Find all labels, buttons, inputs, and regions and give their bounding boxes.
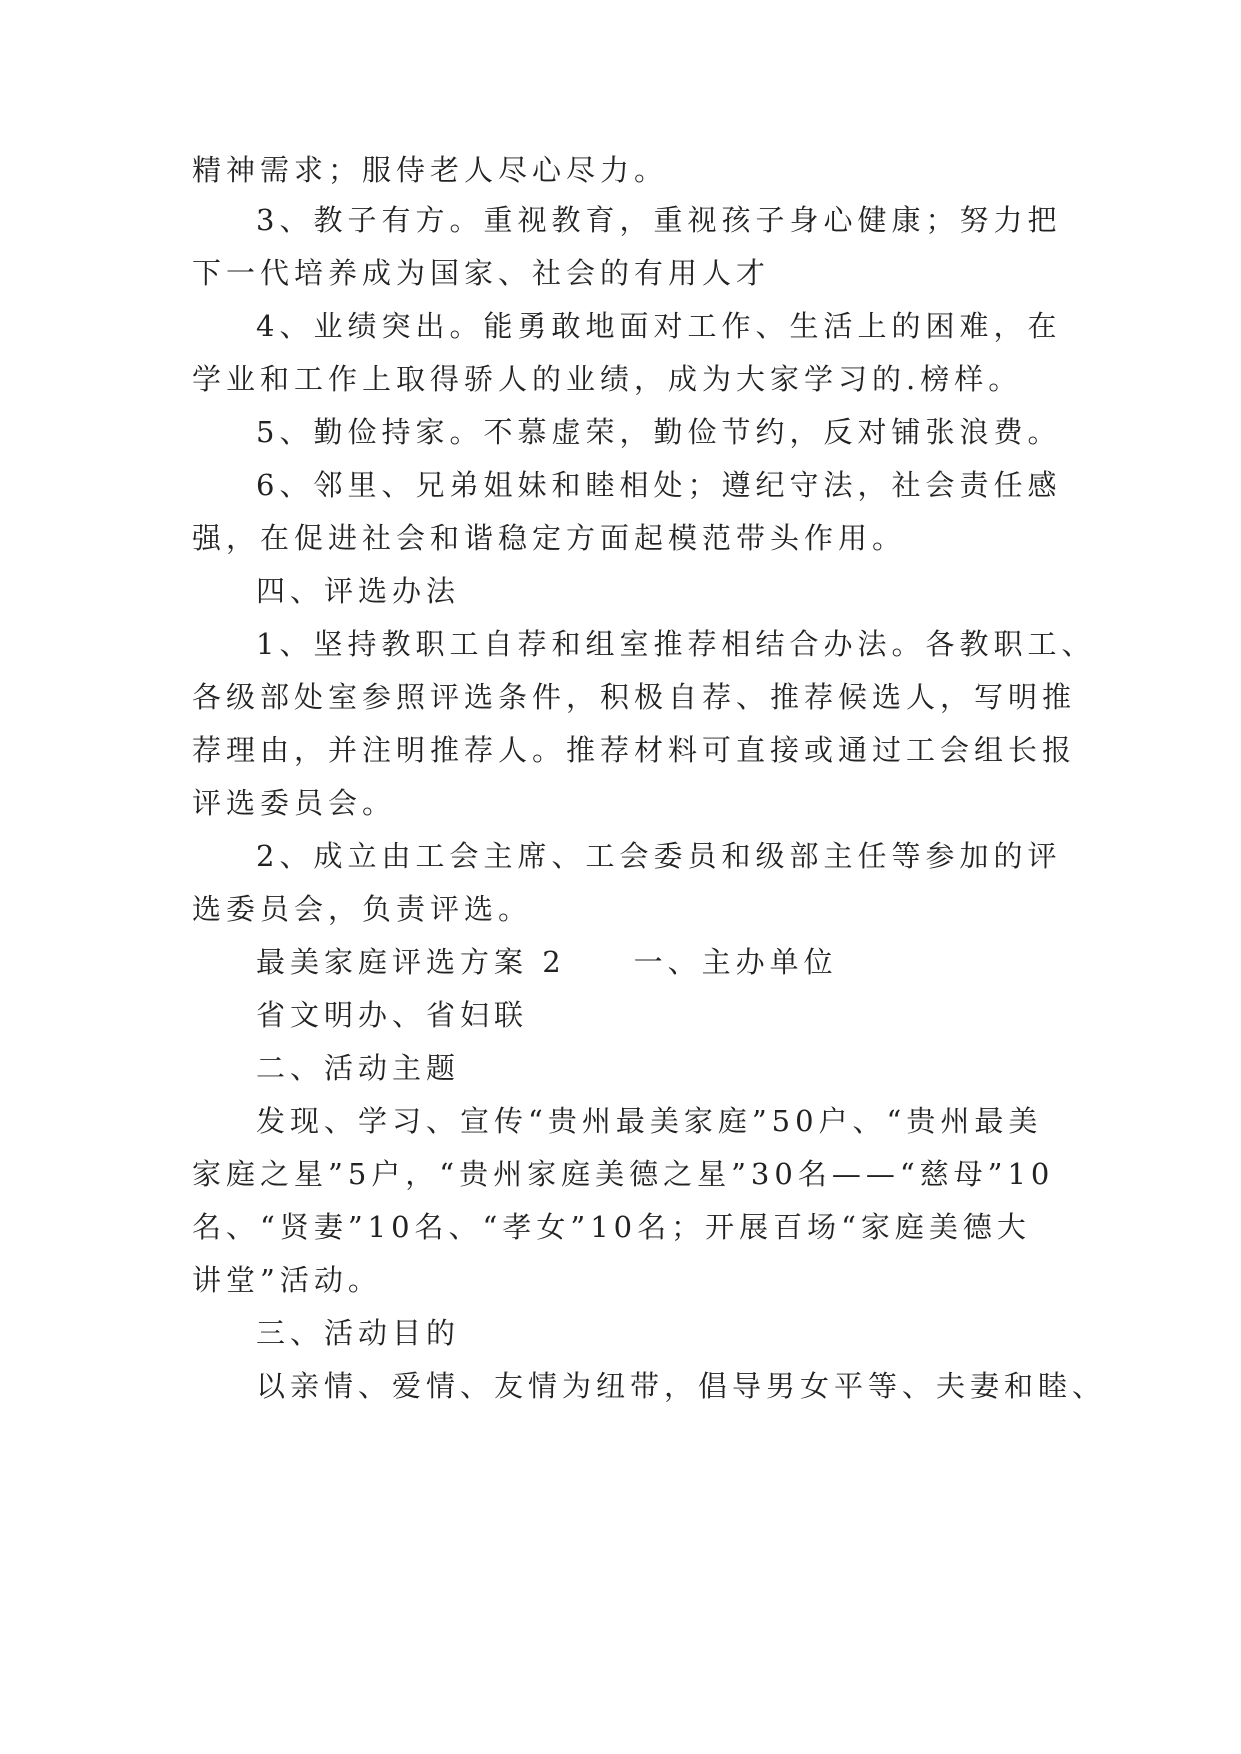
document-title: 最美家庭评选方案 2 一、主办单位 <box>256 945 838 979</box>
purpose-line: 以亲情、爱情、友情为纽带，倡导男女平等、夫妻和睦、 <box>256 1369 1107 1403</box>
paragraph-line: 家庭之星”5户，“贵州家庭美德之星”30名——“慈母”10 <box>192 1157 1055 1191</box>
paragraph-line: 学业和工作上取得骄人的业绩，成为大家学习的.榜样。 <box>192 362 1023 396</box>
section-heading: 三、活动目的 <box>256 1316 461 1350</box>
criterion-4-line: 4、业绩突出。能勇敢地面对工作、生活上的困难，在 <box>256 309 1062 343</box>
section-heading: 二、活动主题 <box>256 1051 461 1085</box>
paragraph-line: 精神需求；服侍老人尽心尽力。 <box>192 153 669 187</box>
paragraph-line: 荐理由，并注明推荐人。推荐材料可直接或通过工会组长报 <box>192 733 1077 767</box>
paragraph-line: 讲堂”活动。 <box>192 1263 382 1297</box>
section-heading: 四、评选办法 <box>256 574 461 608</box>
criterion-5-line: 5、勤俭持家。不慕虚荣，勤俭节约，反对铺张浪费。 <box>256 415 1062 449</box>
criterion-3-line: 3、教子有方。重视教育，重视孩子身心健康；努力把 <box>256 203 1062 237</box>
paragraph-line: 强，在促进社会和谐稳定方面起模范带头作用。 <box>192 521 907 555</box>
paragraph-line: 评选委员会。 <box>192 786 397 820</box>
method-2-line: 2、成立由工会主席、工会委员和级部主任等参加的评 <box>256 839 1062 873</box>
organizer-line: 省文明办、省妇联 <box>256 998 529 1032</box>
theme-line: 发现、学习、宣传“贵州最美家庭”50户、“贵州最美 <box>256 1104 1043 1138</box>
paragraph-line: 选委员会，负责评选。 <box>192 892 533 926</box>
paragraph-line: 各级部处室参照评选条件，积极自荐、推荐候选人，写明推 <box>192 680 1077 714</box>
paragraph-line: 名、“贤妻”10名、“孝女”10名；开展百场“家庭美德大 <box>192 1210 1031 1244</box>
method-1-line: 1、坚持教职工自荐和组室推荐相结合办法。各教职工、 <box>256 627 1096 661</box>
paragraph-line: 下一代培养成为国家、社会的有用人才 <box>192 256 771 290</box>
criterion-6-line: 6、邻里、兄弟姐妹和睦相处；遵纪守法，社会责任感 <box>256 468 1062 502</box>
